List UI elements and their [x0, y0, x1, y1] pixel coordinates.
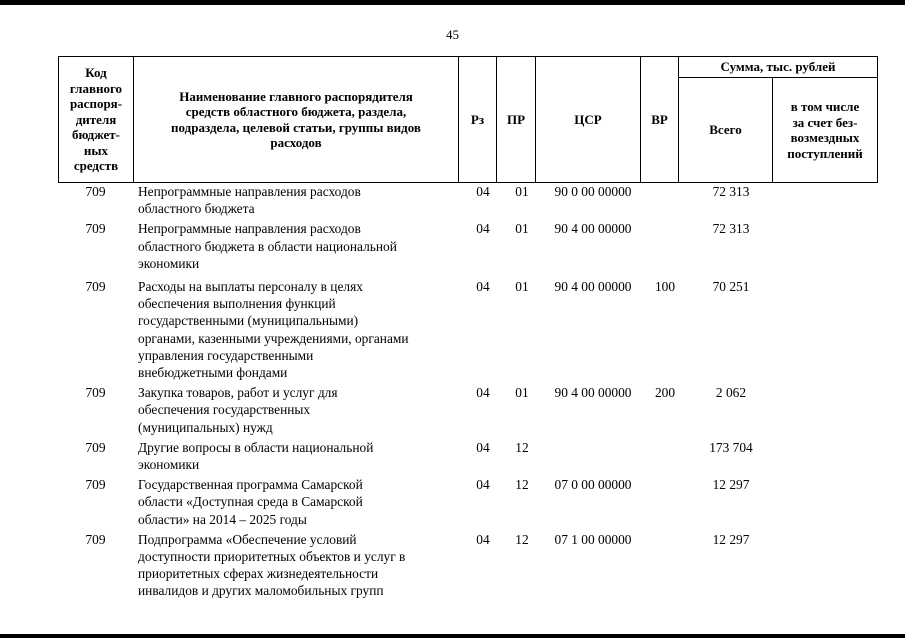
cell-name-line: Подпрограмма «Обеспечение условий	[138, 531, 357, 547]
cell-csr: 07 0 00 00000	[554, 477, 632, 493]
cell-name	[133, 439, 463, 473]
cell-bz	[777, 220, 878, 272]
cell-name-line: Государственная программа Самарской	[138, 477, 363, 493]
header-kod: Код главного распоря- дителя бюджет- ных средств	[69, 65, 123, 174]
cell-name	[133, 476, 463, 528]
cell-name-line: области «Доступная среда в Самарской	[138, 494, 363, 510]
cell-bz	[777, 384, 878, 436]
cell-name-line: областного бюджета	[138, 201, 255, 217]
cell-vsego: 12 297	[712, 477, 750, 493]
cell-name-line: Непрограммные направления расходов	[138, 184, 361, 199]
table-row	[58, 531, 878, 600]
cell-vsego: 72 313	[712, 184, 750, 199]
cell-bz	[777, 531, 878, 600]
cell-vr: 100	[654, 279, 676, 295]
cell-vr	[645, 220, 685, 272]
cell-rz: 04	[476, 279, 490, 295]
cell-name-line: Расходы на выплаты персоналу в целях	[138, 279, 363, 295]
table-row	[58, 476, 878, 528]
cell-kod: 709	[85, 385, 106, 401]
cell-bz	[777, 278, 878, 381]
table-row	[58, 183, 878, 217]
cell-kod: 709	[85, 439, 106, 455]
header-name: Наименование главного распорядителя средств областного бюджета, раздела, подраздела, целевой статьи, группы видов расходов	[171, 88, 421, 150]
table-row	[58, 384, 878, 436]
cell-rz: 04	[476, 477, 490, 493]
cell-csr: 07 1 00 00000	[554, 531, 632, 547]
cell-pr: 12	[515, 477, 529, 493]
page-number: 45	[446, 27, 459, 42]
cell-vsego: 72 313	[712, 221, 750, 237]
cell-csr: 90 4 00 00000	[554, 385, 632, 401]
cell-rz: 04	[476, 184, 490, 199]
cell-pr: 01	[515, 221, 529, 237]
cell-bz	[777, 183, 878, 217]
cell-vsego: 2 062	[715, 385, 747, 401]
cell-name-line: областного бюджета в области национальной	[138, 238, 397, 254]
cell-vr	[645, 439, 685, 473]
cell-vr: 200	[654, 385, 676, 401]
cell-name-line: приоритетных сферах жизнедеятельности	[138, 566, 379, 582]
cell-name	[133, 278, 463, 381]
cell-name	[133, 531, 463, 600]
cell-vsego: 173 704	[709, 439, 753, 455]
bottom-border	[0, 634, 905, 638]
cell-name-line: Непрограммные направления расходов	[138, 221, 361, 237]
header-pr: ПР	[506, 111, 526, 127]
cell-vr	[645, 183, 685, 217]
cell-name-line: экономики	[138, 457, 200, 473]
cell-pr: 01	[515, 385, 529, 401]
cell-name-line: области» на 2014 – 2025 годы	[138, 511, 307, 527]
header-vsego: Всего	[709, 122, 742, 138]
cell-name	[133, 183, 463, 217]
cell-vsego: 70 251	[712, 279, 750, 295]
cell-rz: 04	[476, 439, 490, 455]
cell-name-line: доступности приоритетных объектов и услуг в	[138, 549, 406, 565]
cell-bz	[777, 476, 878, 528]
cell-csr	[541, 439, 645, 473]
cell-name-line: Другие вопросы в области национальной	[138, 439, 374, 455]
cell-csr: 90 0 00 00000	[554, 184, 632, 199]
cell-name-line: (муниципальных) нужд	[138, 419, 273, 435]
cell-pr: 01	[515, 279, 529, 295]
cell-pr: 01	[515, 184, 529, 199]
cell-vsego: 12 297	[712, 531, 750, 547]
cell-name-line: инвалидов и других маломобильных групп	[138, 583, 384, 599]
table-body	[58, 183, 878, 600]
header-rz: Рз	[470, 111, 485, 127]
cell-kod: 709	[85, 279, 106, 295]
cell-name-line: внебюджетными фондами	[138, 365, 288, 381]
cell-name-line: органами, казенными учреждениями, органами	[138, 330, 409, 346]
header-csr: ЦСР	[574, 111, 602, 127]
cell-name-line: обеспечения государственных	[138, 402, 311, 418]
cell-kod: 709	[85, 477, 106, 493]
cell-name-line: экономики	[138, 255, 200, 271]
cell-rz: 04	[476, 531, 490, 547]
header-sum: Сумма, тыс. рублей	[720, 59, 836, 75]
cell-vr	[645, 476, 685, 528]
cell-bz	[777, 439, 878, 473]
cell-name	[133, 220, 463, 272]
header-vr: ВР	[651, 111, 668, 127]
cell-vr	[645, 531, 685, 600]
cell-rz: 04	[476, 221, 490, 237]
cell-pr: 12	[515, 531, 529, 547]
cell-kod: 709	[85, 184, 106, 199]
cell-kod: 709	[85, 221, 106, 237]
table-row	[58, 220, 878, 272]
cell-csr: 90 4 00 00000	[554, 221, 632, 237]
header-bz: в том числе за счет без- возмездных поступлений	[787, 99, 863, 161]
top-border	[0, 0, 905, 5]
cell-name	[133, 384, 463, 436]
cell-name-line: управления государственными	[138, 347, 314, 363]
cell-name-line: государственными (муниципальными)	[138, 313, 359, 329]
cell-kod: 709	[85, 531, 106, 547]
cell-pr: 12	[515, 439, 529, 455]
table-row	[58, 439, 878, 473]
cell-rz: 04	[476, 385, 490, 401]
cell-name-line: Закупка товаров, работ и услуг для	[138, 385, 338, 401]
cell-csr: 90 4 00 00000	[554, 279, 632, 295]
cell-name-line: обеспечения выполнения функций	[138, 296, 336, 312]
table-row	[58, 278, 878, 381]
